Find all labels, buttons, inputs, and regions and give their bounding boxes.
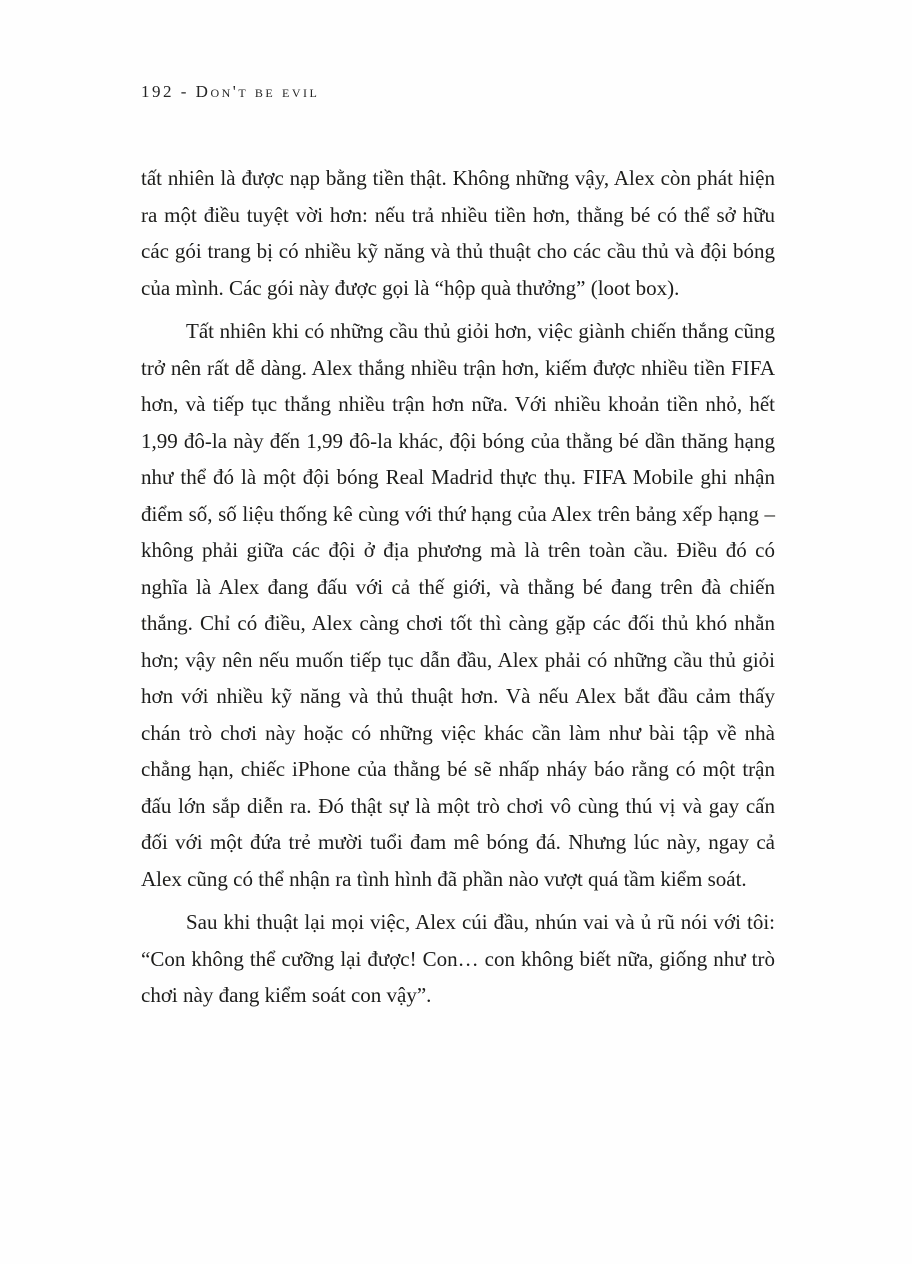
page-body	[141, 160, 775, 1021]
paragraph: Tất nhiên khi có những cầu thủ giỏi hơn, việc giành chiến thắng cũng trở nên rất dễ dàng. Alex thắng nhiều trận hơn, kiếm được nhiều tiền FIFA hơn, và tiếp tục thắng nhiều trận hơn nữa. Với nhiều khoản tiền nhỏ, hết 1,99 đô-la này đến 1,99 đô-la khác, đội bóng của thằng bé dần thăng hạng như thể đó là một đội bóng Real Madrid thực thụ. FIFA Mobile ghi nhận điểm số, số liệu thống kê cùng với thứ hạng của Alex trên bảng xếp hạng – không phải giữa các đội ở địa phương mà là trên toàn cầu. Điều đó có nghĩa là Alex đang đấu với cả thế giới, và thằng bé đang trên đà chiến thắng. Chỉ có điều, Alex càng chơi tốt thì càng gặp các đối thủ khó nhằn hơn; vậy nên nếu muốn tiếp tục dẫn đầu, Alex phải có những cầu thủ giỏi hơn với nhiều kỹ năng và thủ thuật hơn. Và nếu Alex bắt đầu cảm thấy chán trò chơi này hoặc có những việc khác cần làm như bài tập về nhà chẳng hạn, chiếc iPhone của thằng bé sẽ nhấp nháy báo rằng có một trận đấu lớn sắp diễn ra. Đó thật sự là một trò chơi vô cùng thú vị và gay cấn đối với một đứa trẻ mười tuổi đam mê bóng đá. Nhưng lúc này, ngay cả Alex cũng có thể nhận ra tình hình đã phần nào vượt quá tầm kiểm soát.	[141, 319, 775, 891]
page-number: 192	[141, 82, 174, 101]
book-title: Don't be evil	[195, 82, 320, 101]
paragraph: Sau khi thuật lại mọi việc, Alex cúi đầu, nhún vai và ủ rũ nói với tôi: “Con không thể cưỡng lại được! Con… con không biết nữa, giống như trò chơi này đang kiểm soát con vậy”.	[141, 910, 775, 1007]
paragraph-continuation: tất nhiên là được nạp bằng tiền thật. Không những vậy, Alex còn phát hiện ra một điều tuyệt vời hơn: nếu trả nhiều tiền hơn, thằng bé có thể sở hữu các gói trang bị có nhiều kỹ năng và thủ thuật cho các cầu thủ và đội bóng của mình. Các gói này được gọi là “hộp quà thưởng” (loot box).	[141, 166, 775, 300]
header-separator: -	[174, 82, 196, 101]
running-header	[141, 82, 319, 102]
